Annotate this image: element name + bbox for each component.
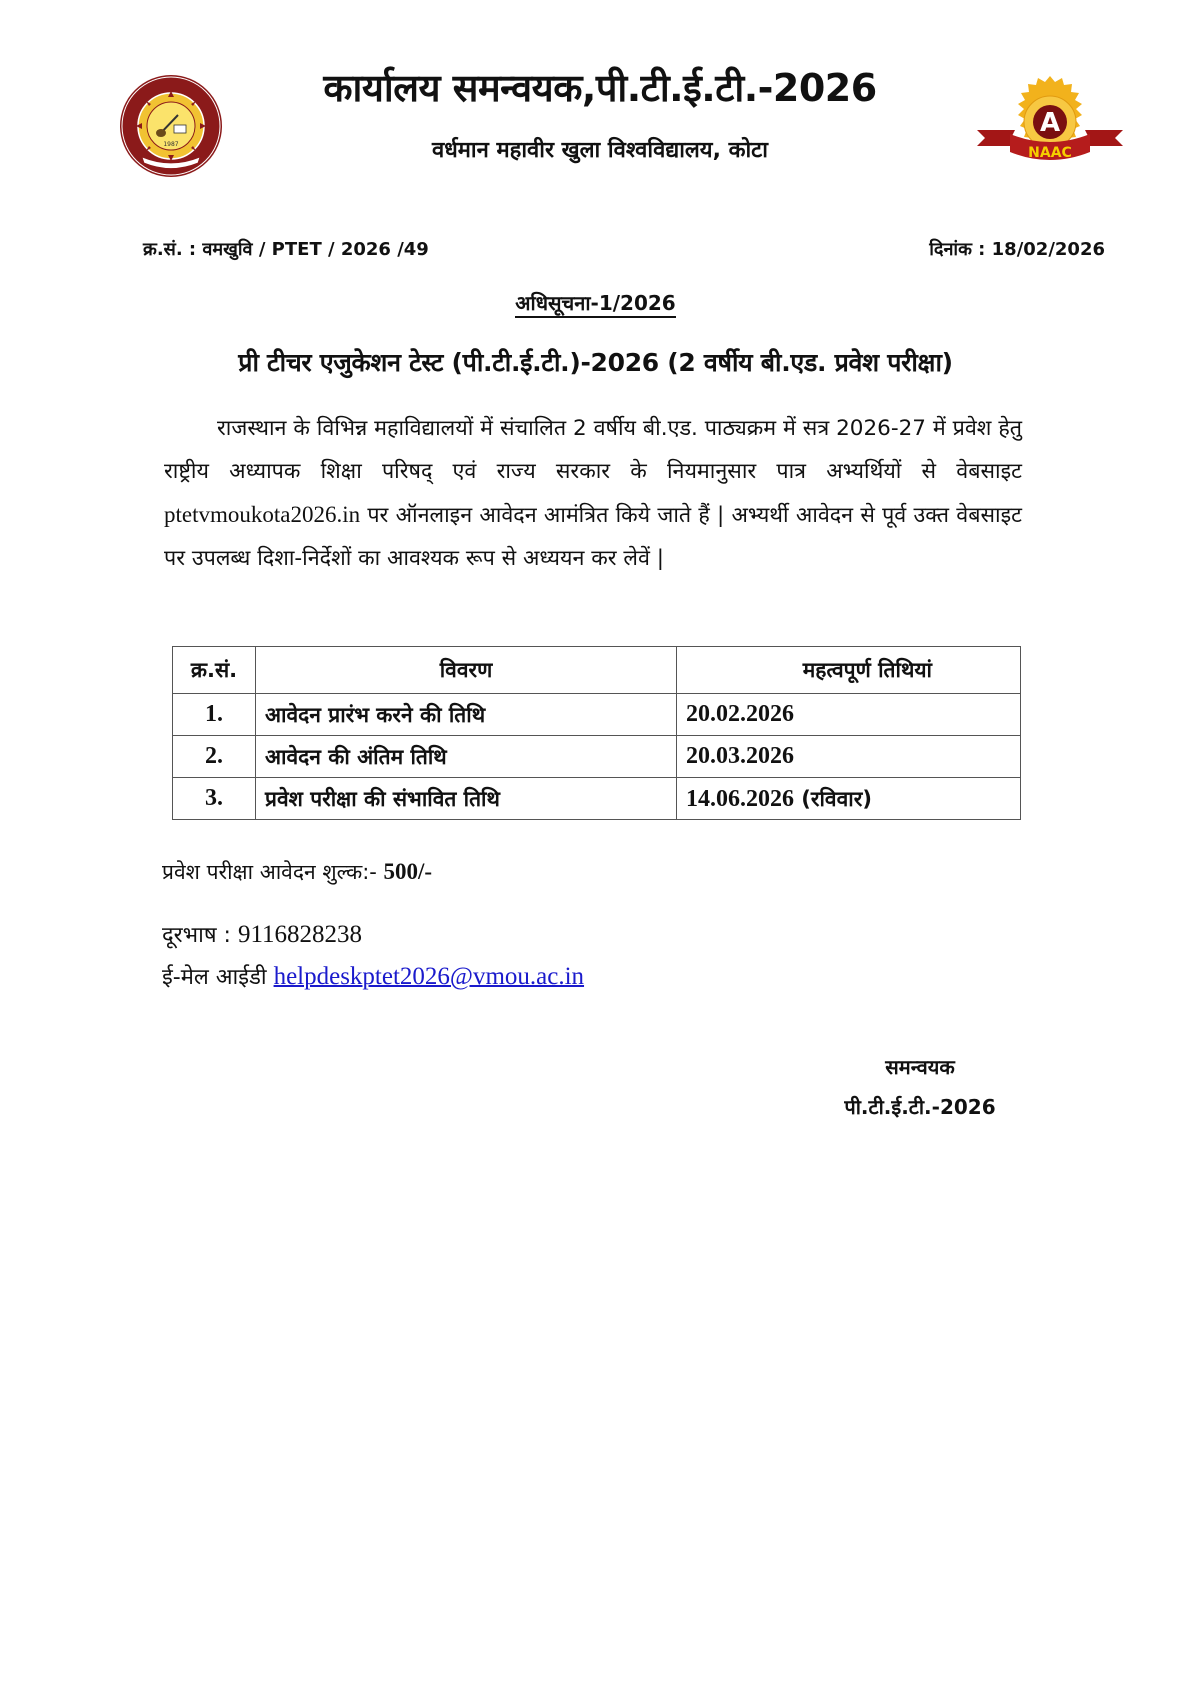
table-header-row <box>173 647 1021 694</box>
fee-label: प्रवेश परीक्षा आवेदन शुल्क:- <box>162 860 384 884</box>
date-value: 20.02.2026 <box>686 701 794 727</box>
signatory-title: समन्वयक <box>885 1055 955 1079</box>
naac-badge-icon <box>975 72 1125 184</box>
row-serial: 3. <box>173 778 256 820</box>
notice-body-part1: राजस्थान के विभिन्न महाविद्यालयों में संचालित 2 वर्षीय बी.एड. पाठ्यक्रम में सत्र 2026-27 में प्रवेश हेतु राष्ट्रीय अध्यापक शिक्षा परिषद् एवं राज्य सरकार के नियमानुसार पात्र अभ्यर्थियों से वेबसाइट <box>164 416 1022 484</box>
row-date <box>677 778 1021 820</box>
fee-amount: 500/- <box>383 859 433 884</box>
university-name: वर्धमान महावीर खुला विश्वविद्यालय, कोटा <box>432 138 768 163</box>
phone-number: 9116828238 <box>237 921 363 948</box>
svg-text:A: A <box>1039 108 1061 138</box>
notice-number <box>0 289 1191 316</box>
day-value: (रविवार) <box>794 786 872 811</box>
reference-number: क्र.सं. : वमखुवि / PTET / 2026 /49 <box>143 239 429 260</box>
table-row <box>173 694 1021 736</box>
notice-number-text: अधिसूचना-1/2026 <box>515 291 675 318</box>
row-detail: आवेदन की अंतिम तिथि <box>256 736 677 778</box>
row-detail: प्रवेश परीक्षा की संभावित तिथि <box>256 778 677 820</box>
row-serial: 1. <box>173 694 256 736</box>
reference-date: दिनांक : 18/02/2026 <box>929 239 1105 260</box>
header-detail: विवरण <box>256 647 677 694</box>
date-value: 20.03.2026 <box>686 743 794 769</box>
email-line <box>162 961 584 991</box>
row-detail: आवेदन प्रारंभ करने की तिथि <box>256 694 677 736</box>
application-fee <box>162 858 432 886</box>
table-row <box>173 778 1021 820</box>
notice-heading: प्री टीचर एजुकेशन टेस्ट (पी.टी.ई.टी.)-2026 (2 वर्षीय बी.एड. प्रवेश परीक्षा) <box>238 348 953 377</box>
row-date <box>677 736 1021 778</box>
signatory-subtitle: पी.टी.ई.टी.-2026 <box>844 1095 996 1119</box>
university-seal-icon <box>118 73 224 179</box>
important-dates-table <box>172 646 1021 820</box>
office-title: कार्यालय समन्वयक,पी.टी.ई.टी.-2026 <box>323 66 877 110</box>
notice-body-part2: पर ऑनलाइन आवेदन आमंत्रित किये जाते हैं | अभ्यर्थी आवेदन से पूर्व उक्त वेबसाइट पर उपलब्ध दिशा-निर्देशों का आवश्यक रूप से अध्ययन कर लेवें | <box>164 503 1022 571</box>
email-label: ई-मेल आईडी <box>162 965 274 990</box>
row-serial: 2. <box>173 736 256 778</box>
notice-body <box>164 407 1022 580</box>
email-link[interactable]: helpdeskptet2026@vmou.ac.in <box>273 963 585 990</box>
svg-text:1987: 1987 <box>163 141 179 148</box>
phone-line <box>162 919 362 949</box>
website-text: ptetvmoukota2026.in <box>164 502 361 527</box>
phone-label: दूरभाष : <box>162 923 238 948</box>
header-dates: महत्वपूर्ण तिथियां <box>677 647 1021 694</box>
date-value: 14.06.2026 <box>686 785 794 812</box>
row-date <box>677 694 1021 736</box>
table-row <box>173 736 1021 778</box>
header-serial: क्र.सं. <box>173 647 256 694</box>
svg-text:NAAC: NAAC <box>1028 145 1072 161</box>
